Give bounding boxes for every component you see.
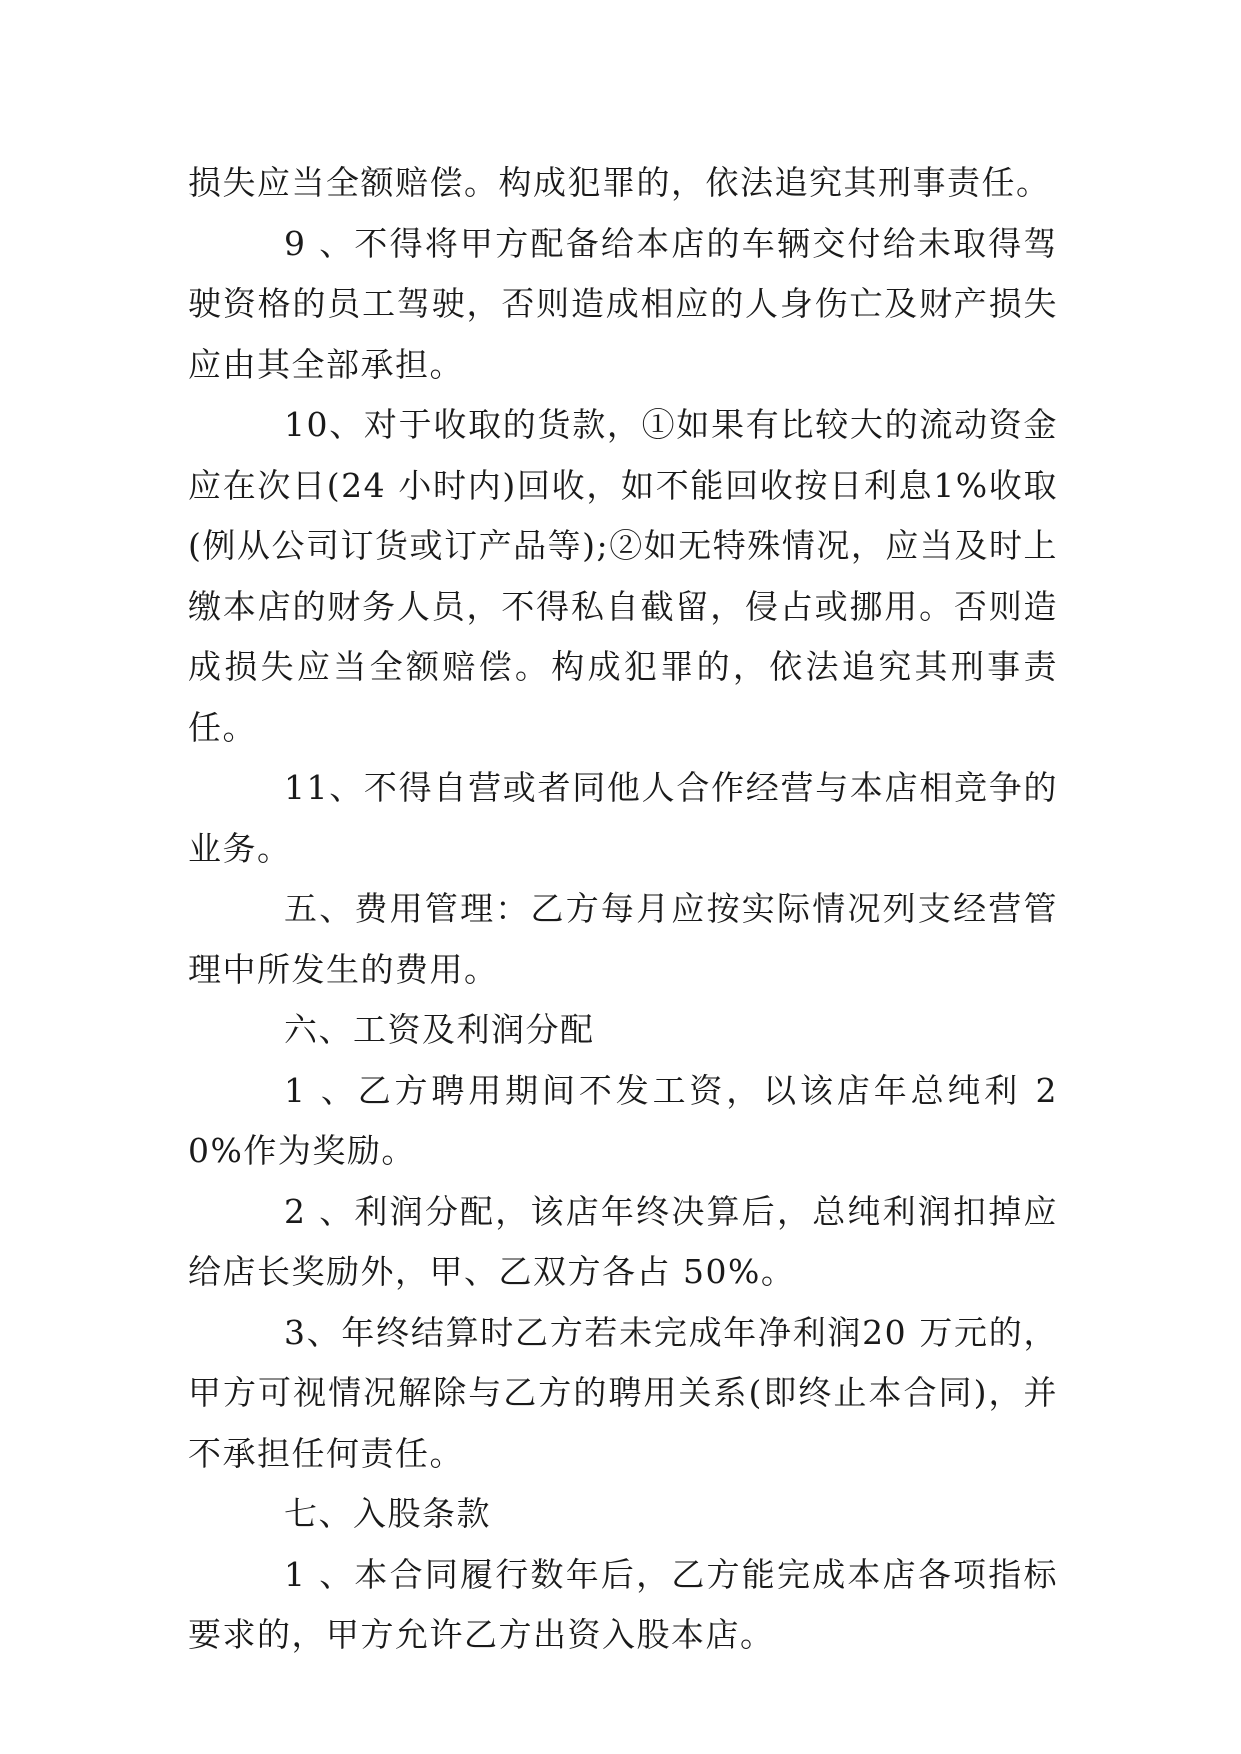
section-heading-7: 七、入股条款 <box>284 1494 491 1533</box>
paragraph-7: 1 、乙方聘用期间不发工资，以该店年总纯利 20%作为奖励。 <box>188 1070 1058 1170</box>
paragraph-11: 1 、本合同履行数年后，乙方能完成本店各项指标要求的，甲方允许乙方出资入股本店。 <box>188 1554 1058 1654</box>
section-heading-6: 六、工资及利润分配 <box>284 1010 595 1049</box>
paragraph-2: 9 、不得将甲方配备给本店的车辆交付给未取得驾驶资格的员工驾驶，否则造成相应的人身伤亡及财产损失应由其全部承担。 <box>188 223 1058 384</box>
paragraph-3: 10、对于收取的货款，①如果有比较大的流动资金应在次日(24 小时内)回收，如不能回收按日利息1%收取(例从公司订货或订产品等);②如无特殊情况，应当及时上缴本店的财务人员，不得私自截留，侵占或挪用。否则造成损失应当全额赔偿。构成犯罪的，依法追究其刑事责任。 <box>188 405 1058 747</box>
document-body <box>188 153 1058 1666</box>
paragraph-8: 2 、利润分配，该店年终决算后，总纯利润扣掉应给店长奖励外，甲、乙双方各占 50%。 <box>188 1191 1058 1291</box>
paragraph-9: 3、年终结算时乙方若未完成年净利润20 万元的，甲方可视情况解除与乙方的聘用关系(即终止本合同)，并不承担任何责任。 <box>188 1312 1058 1473</box>
paragraph-5: 五、费用管理：乙方每月应按实际情况列支经营管理中所发生的费用。 <box>188 889 1058 989</box>
paragraph-1: 损失应当全额赔偿。构成犯罪的，依法追究其刑事责任。 <box>188 163 1051 202</box>
paragraph-4: 11、不得自营或者同他人合作经营与本店相竞争的业务。 <box>188 768 1058 868</box>
